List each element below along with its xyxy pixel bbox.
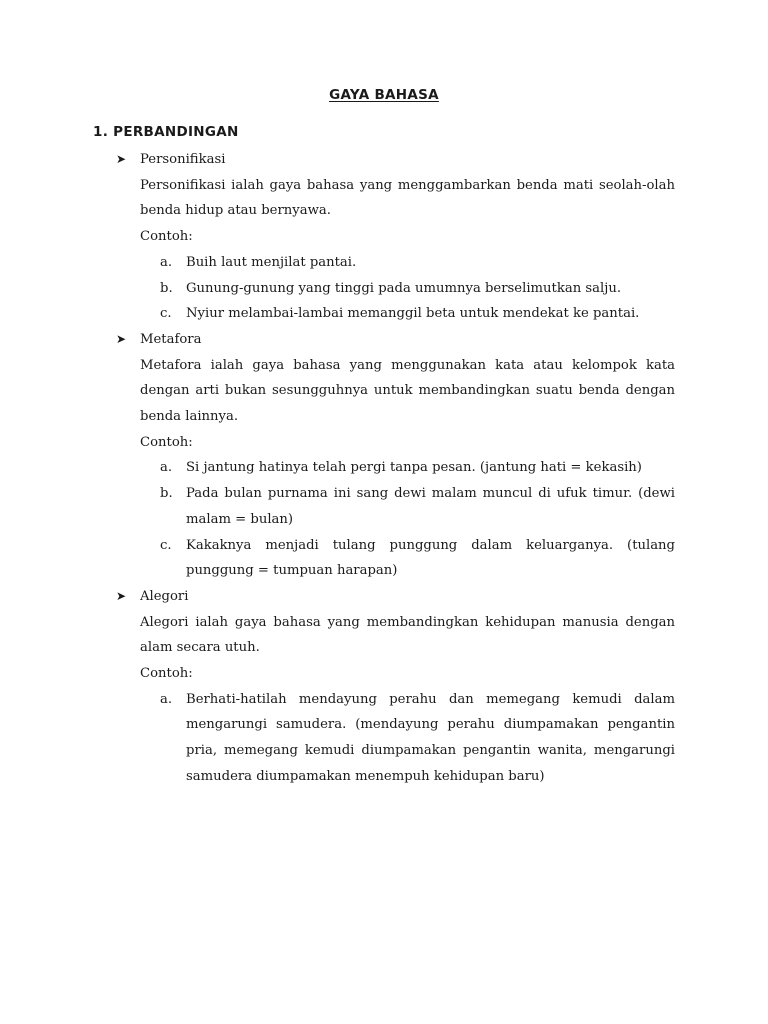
item-heading <box>0 147 768 173</box>
example-letter: a. <box>160 691 173 707</box>
document-title: GAYA BAHASA <box>329 87 439 103</box>
example-text: Gunung-gunung yang tinggi pada umumnya berselimutkan salju. <box>186 280 622 296</box>
item-personifikasi <box>0 147 768 327</box>
example-text: Buih laut menjilat pantai. <box>186 254 357 270</box>
example-text: Pada bulan purnama ini sang dewi malam muncul di ufuk timur. (dewi malam = bulan) <box>186 486 675 527</box>
example-list <box>0 250 768 327</box>
example-list <box>0 455 768 584</box>
example-letter: b. <box>160 280 173 296</box>
example-item <box>0 301 675 327</box>
example-item <box>0 276 675 302</box>
section-heading: 1. PERBANDINGAN <box>93 124 239 140</box>
arrow-bullet-icon: ➤ <box>116 588 127 603</box>
example-letter: a. <box>160 254 173 270</box>
example-text: Berhati-hatilah mendayung perahu dan memegang kemudi dalam mengarungi samudera. (mendayung perahu diumpamakan pengantin pria, memegang kemudi diumpamakan pengantin wanita, mengarungi samudera diumpamakan menempuh kehidupan baru) <box>186 691 675 784</box>
item-definition: Personifikasi ialah gaya bahasa yang menggambarkan benda mati seolah-olah benda hidup atau bernyawa. <box>140 177 675 219</box>
item-metafora <box>0 327 768 584</box>
example-letter: b. <box>160 486 173 502</box>
item-alegori <box>0 584 768 790</box>
example-text: Kakaknya menjadi tulang punggung dalam keluarganya. (tulang punggung = tumpuan harapan) <box>186 537 675 579</box>
item-title: Alegori <box>140 588 189 604</box>
example-text: Si jantung hatinya telah pergi tanpa pesan. (jantung hati = kekasih) <box>186 460 642 476</box>
item-heading <box>0 327 768 353</box>
contoh-label: Contoh: <box>140 434 193 450</box>
contoh-label: Contoh: <box>140 666 193 682</box>
example-item <box>0 481 675 532</box>
arrow-bullet-icon: ➤ <box>116 331 127 346</box>
item-title: Metafora <box>140 331 202 347</box>
example-item <box>0 250 675 276</box>
example-letter: c. <box>160 537 172 553</box>
example-text: Nyiur melambai-lambai memanggil beta untuk mendekat ke pantai. <box>186 306 640 322</box>
item-definition: Alegori ialah gaya bahasa yang membandingkan kehidupan manusia dengan alam secara utuh. <box>140 614 675 656</box>
example-item <box>0 533 675 584</box>
item-heading <box>0 584 768 610</box>
example-letter: a. <box>160 460 173 476</box>
contoh-label: Contoh: <box>140 229 193 245</box>
example-list <box>0 687 768 790</box>
example-item <box>0 687 675 790</box>
document-body <box>0 147 768 790</box>
arrow-bullet-icon: ➤ <box>116 152 127 166</box>
item-title: Personifikasi <box>140 152 226 167</box>
example-item <box>0 455 675 481</box>
item-definition: Metafora ialah gaya bahasa yang menggunakan kata atau kelompok kata dengan arti bukan sesungguhnya untuk membandingkan suatu benda dengan benda lainnya. <box>140 357 675 425</box>
example-letter: c. <box>160 306 172 322</box>
